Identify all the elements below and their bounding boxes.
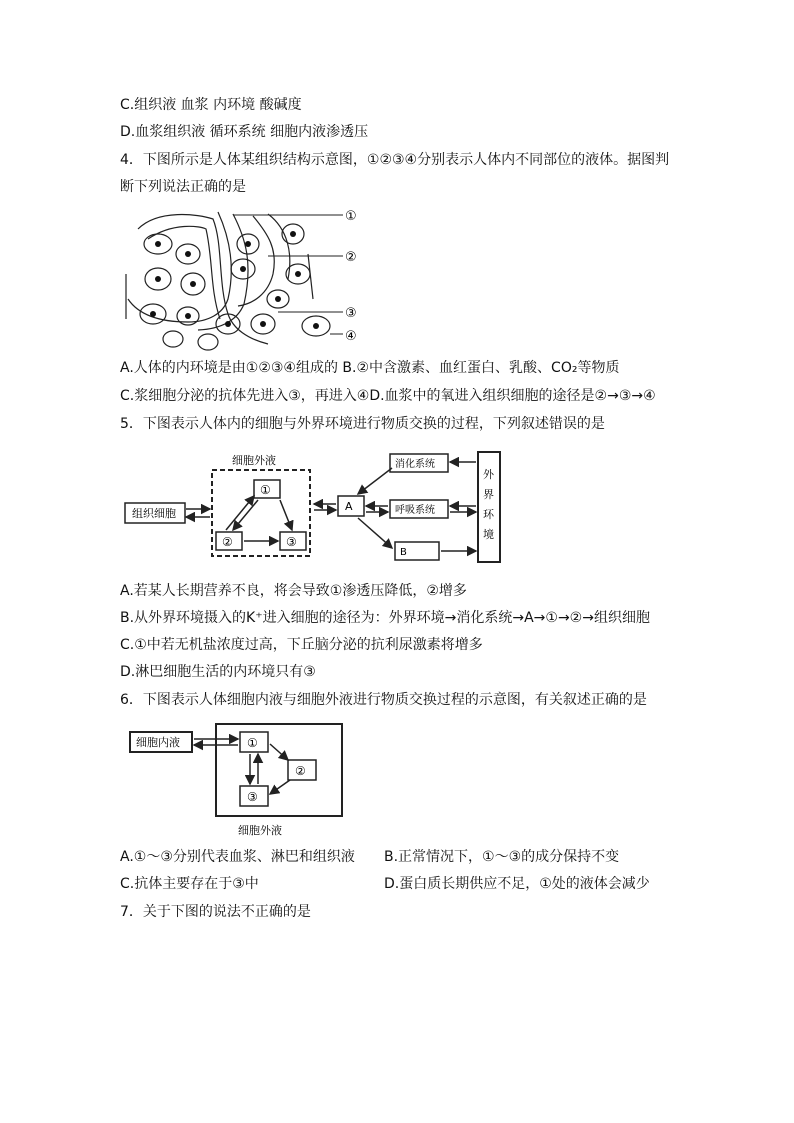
fig6-node-2: ② bbox=[295, 764, 306, 778]
fig5-node-2: ② bbox=[222, 535, 233, 549]
fig6-intracellular: 细胞内液 bbox=[136, 736, 180, 749]
q4-options-ab: A.人体的内环境是由①②③④组成的 B.②中含激素、血红蛋白、乳酸、CO₂等物质 bbox=[120, 360, 620, 376]
fig5-respiratory-system: 呼吸系统 bbox=[395, 505, 435, 516]
q5-option-c: C.①中若无机盐浓度过高，下丘脑分泌的抗利尿激素将增多 bbox=[120, 637, 483, 653]
fig5-env-3: 环 bbox=[483, 508, 494, 521]
q6-option-d: D.蛋白质长期供应不足，①处的液体会减少 bbox=[384, 876, 650, 892]
q4-options-cd: C.浆细胞分泌的抗体先进入③，再进入④D.血浆中的氧进入组织细胞的途径是②→③→④ bbox=[120, 388, 656, 404]
q6-option-a: A.①～③分别代表血浆、淋巴和组织液 bbox=[120, 849, 355, 865]
option-c-prev: C.组织液 血浆 内环境 酸碱度 bbox=[120, 97, 302, 113]
q5-option-d: D.淋巴细胞生活的内环境只有③ bbox=[120, 664, 316, 680]
fig5-env-4: 境 bbox=[483, 528, 494, 541]
fig4-label-3: ③ bbox=[345, 306, 357, 321]
q7-stem: 7．关于下图的说法不正确的是 bbox=[120, 904, 311, 920]
fig5-node-1: ① bbox=[260, 483, 271, 497]
q5-exchange-figure bbox=[120, 448, 510, 568]
fig6-extracellular-label: 细胞外液 bbox=[238, 824, 282, 837]
q6-option-b: B.正常情况下，①～③的成分保持不变 bbox=[384, 849, 620, 865]
q5-option-a: A.若某人长期营养不良，将会导致①渗透压降低，②增多 bbox=[120, 583, 467, 599]
fig6-node-3: ③ bbox=[247, 790, 258, 804]
option-d-prev: D.血浆组织液 循环系统 细胞内液渗透压 bbox=[120, 124, 369, 140]
q6-option-c: C.抗体主要存在于③中 bbox=[120, 876, 259, 892]
q5-option-b: B.从外界环境摄入的K⁺进入细胞的途径为：外界环境→消化系统→A→①→②→组织细胞 bbox=[120, 610, 650, 626]
q5-stem: 5．下图表示人体内的细胞与外界环境进行物质交换的过程，下列叙述错误的是 bbox=[120, 416, 605, 432]
fig4-label-4: ④ bbox=[345, 329, 357, 344]
fig4-label-1: ① bbox=[345, 209, 357, 224]
fig5-node-3: ③ bbox=[286, 535, 297, 549]
fig5-extracellular-label: 细胞外液 bbox=[232, 454, 276, 467]
fig5-node-a: A bbox=[345, 500, 353, 513]
fig5-node-b: B bbox=[400, 547, 407, 558]
fig5-digestive-system: 消化系统 bbox=[395, 459, 435, 470]
fig4-label-2: ② bbox=[345, 250, 357, 265]
fig5-env-2: 界 bbox=[483, 488, 494, 501]
q6-stem: 6．下图表示人体细胞内液与细胞外液进行物质交换过程的示意图，有关叙述正确的是 bbox=[120, 692, 647, 708]
q4-stem-2: 断下列说法正确的是 bbox=[120, 179, 246, 195]
q4-tissue-figure bbox=[118, 204, 368, 354]
fig5-env-1: 外 bbox=[483, 468, 494, 481]
q4-stem-1: 4．下图所示是人体某组织结构示意图，①②③④分别表示人体内不同部位的液体。据图判 bbox=[120, 152, 670, 168]
q6-exchange-figure bbox=[128, 722, 348, 840]
fig5-tissue-cell: 组织细胞 bbox=[132, 507, 176, 520]
fig6-node-1: ① bbox=[247, 736, 258, 750]
